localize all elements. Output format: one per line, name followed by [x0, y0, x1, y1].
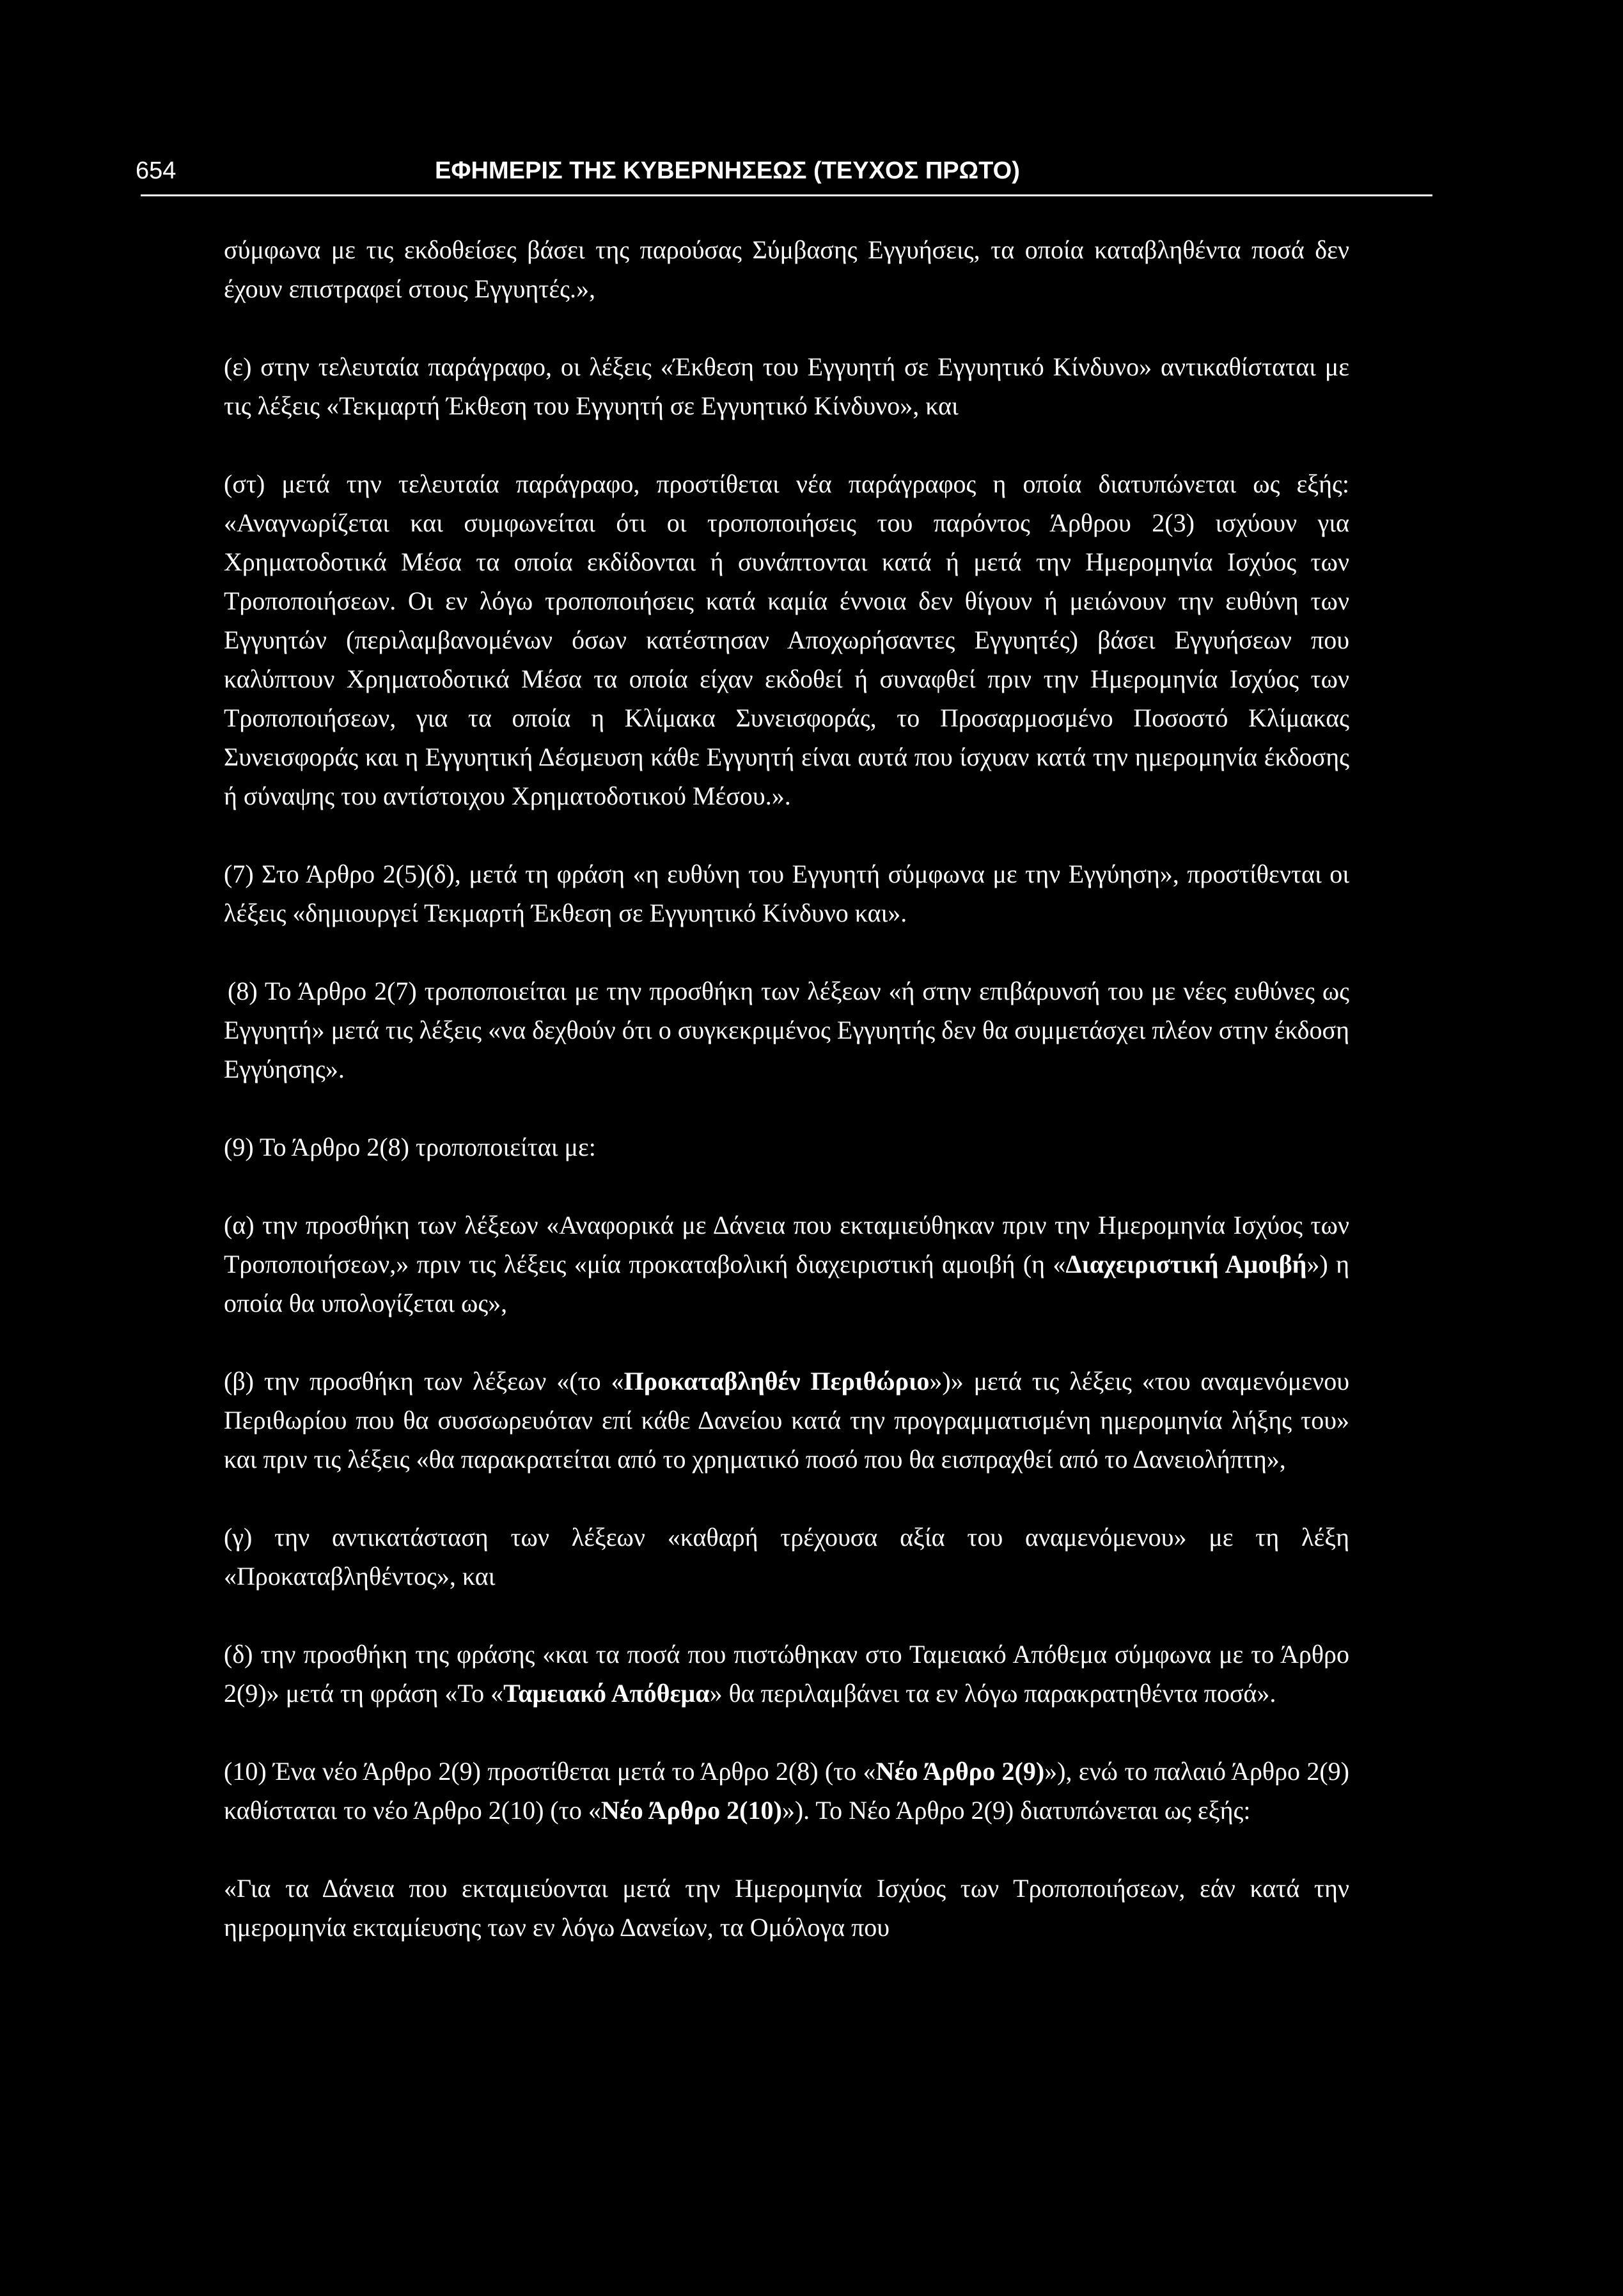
paragraph-e: (ε) στην τελευταία παράγραφο, οι λέξεις «Έκθεση του Εγγυητή σε Εγγυητικό Κίνδυνο» αντικαθίσταται με τις λέξεις «Τεκμαρτή Έκθεση του Εγγυητή σε Εγγυητικό Κίνδυνο», και: [224, 352, 1349, 420]
paragraph-8: (8) Το Άρθρο 2(7) τροποποιείται με την προσθήκη των λέξεων «ή στην επιβάρυνσή του με νέες ευθύνες ως Εγγυητή» μετά τις λέξεις «να δεχθούν ότι ο συγκεκριμένος Εγγυητής δεν θα συμμετάσχει πλέον στην έκδοση Εγγύησης».: [224, 977, 1349, 1083]
paragraph-10: [224, 1752, 1349, 1830]
defined-term-cash-reserve: Ταμειακό Απόθεμα: [503, 1679, 710, 1708]
paragraph-9d: [224, 1635, 1349, 1713]
paragraph-9a-text-2: ») η οποία θα υπολογίζεται ως»,: [224, 1250, 1349, 1317]
paragraph-continuation: σύμφωνα με τις εκδοθείσες βάσει της παρούσας Σύμβασης Εγγυήσεις, τα οποία καταβληθέντα ποσά δεν έχουν επιστραφεί στους Εγγυητές.»,: [224, 235, 1349, 303]
paragraph-9b: [224, 1362, 1349, 1479]
header-divider: [141, 194, 1432, 196]
document-body: [224, 230, 1349, 1947]
paragraph-9a: [224, 1206, 1349, 1323]
paragraph-10-text-3: »). Το Νέο Άρθρο 2(9) διατυπώνεται ως εξής:: [781, 1796, 1251, 1825]
paragraph-10-text-2: »), ενώ το παλαιό Άρθρο 2(9) καθίσταται το νέο Άρθρο 2(10) (το «: [224, 1757, 1349, 1825]
paragraph-10-text-1: (10) Ένα νέο Άρθρο 2(9) προστίθεται μετά το Άρθρο 2(8) (το «: [224, 1757, 876, 1786]
paragraph-9c: (γ) την αντικατάσταση των λέξεων «καθαρή τρέχουσα αξία του αναμενόμενου» με τη λέξη «Προκαταβληθέντος», και: [224, 1523, 1349, 1591]
paragraph-9: (9) Το Άρθρο 2(8) τροποποιείται με:: [224, 1133, 596, 1161]
paragraph-9a-text-1: (α) την προσθήκη των λέξεων «Αναφορικά με Δάνεια που εκταμιεύθηκαν πριν την Ημερομηνία Ισχύος των Τροποποιήσεων,» πριν τις λέξεις «μία προκαταβολική διαχειριστική αμοιβή (η «: [224, 1211, 1349, 1278]
defined-term-new-article-2-10: Νέο Άρθρο 2(10): [600, 1796, 782, 1825]
paragraph-7: (7) Στο Άρθρο 2(5)(δ), μετά τη φράση «η ευθύνη του Εγγυητή σύμφωνα με την Εγγύηση», προστίθενται οι λέξεις «δημιουργεί Τεκμαρτή Έκθεση σε Εγγυητικό Κίνδυνο και».: [224, 860, 1349, 927]
paragraph-new-article-quote: «Για τα Δάνεια που εκταμιεύονται μετά την Ημερομηνία Ισχύος των Τροποποιήσεων, εάν κατά την ημερομηνία εκταμίευσης των εν λόγω Δανείων, τα Ομόλογα που: [224, 1874, 1349, 1942]
paragraph-9d-text-2: » θα περιλαμβάνει τα εν λόγω παρακρατηθέντα ποσά».: [709, 1679, 1276, 1708]
page-header: [136, 153, 1432, 193]
journal-title: ΕΦΗΜΕΡΙΣ ΤΗΣ ΚΥΒΕΡΝΗΣΕΩΣ (ΤΕΥΧΟΣ ΠΡΩΤΟ): [435, 157, 1020, 184]
defined-term-new-article-2-9: Νέο Άρθρο 2(9): [875, 1757, 1045, 1786]
paragraph-st: (στ) μετά την τελευταία παράγραφο, προστίθεται νέα παράγραφος η οποία διατυπώνεται ως εξής: «Αναγνωρίζεται και συμφωνείται ότι οι τροποποιήσεις του παρόντος Άρθρου 2(3) ισχύουν για Χρηματοδοτικά Μέσα τα οποία εκδίδονται ή συνάπτονται κατά ή μετά την Ημερομηνία Ισχύος των Τροποποιήσεων. Οι εν λόγω τροποποιήσεις κατά καμία έννοια δεν θίγουν ή μειώνουν την ευθύνη των Εγγυητών (περιλαμβανομένων όσων κατέστησαν Αποχωρήσαντες Εγγυητές) βάσει Εγγυήσεων που καλύπτουν Χρηματοδοτικά Μέσα τα οποία είχαν εκδοθεί ή συναφθεί πριν την Ημερομηνία Ισχύος των Τροποποιήσεων, για τα οποία η Κλίμακα Συνεισφοράς, το Προσαρμοσμένο Ποσοστό Κλίμακας Συνεισφοράς και η Εγγυητική Δέσμευση κάθε Εγγυητή είναι αυτά που ίσχυαν κατά την ημερομηνία έκδοσης ή σύναψης του αντίστοιχου Χρηματοδοτικού Μέσου.».: [224, 469, 1349, 810]
paragraph-9b-text-1: (β) την προσθήκη των λέξεων «(το «: [224, 1367, 624, 1396]
paragraph-9d-text-1: (δ) την προσθήκη της φράσης «και τα ποσά που πιστώθηκαν στο Ταμειακό Απόθεμα σύμφωνα με το Άρθρο 2(9)» μετά τη φράση «Το «: [224, 1640, 1349, 1708]
page-number: 654: [136, 157, 176, 184]
defined-term-management-fee: Διαχειριστική Αμοιβή: [1065, 1250, 1307, 1278]
defined-term-prepaid-margin: Προκαταβληθέν Περιθώριο: [623, 1367, 930, 1396]
paragraph-9b-text-2: »)» μετά τις λέξεις «του αναμενόμενου Περιθωρίου που θα συσσωρευόταν επί κάθε Δανείου κατά την προγραμματισμένη ημερομηνία λήξης του» και πριν τις λέξεις «θα παρακρατείται από το χρηματικό ποσό που θα εισπραχθεί από το Δανειολήπτη»,: [224, 1367, 1350, 1474]
